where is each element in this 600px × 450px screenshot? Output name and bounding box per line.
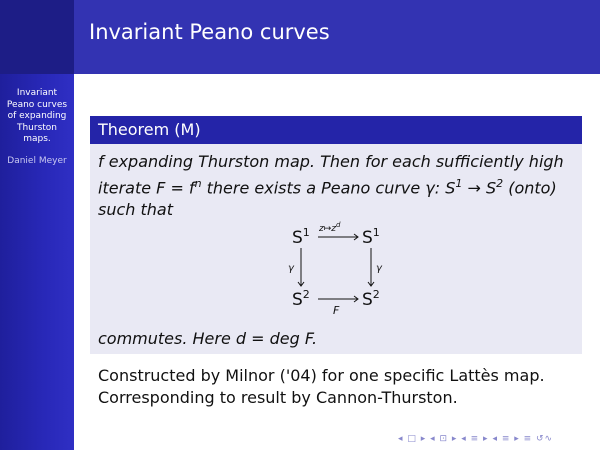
left-arrow-label: γ — [288, 263, 294, 274]
theorem-line-2 — [98, 173, 578, 199]
commutative-diagram — [270, 218, 400, 318]
sidebar-title-line: Invariant — [16, 88, 58, 98]
frame-title: Invariant Peano curves — [89, 20, 330, 44]
sidebar-title-line: maps. — [23, 134, 51, 144]
theorem-superscript: 2 — [496, 177, 504, 190]
sidebar-title-line: of expanding — [7, 111, 67, 121]
sidebar-author[interactable]: Daniel Meyer — [7, 156, 67, 166]
right-arrow-label: γ — [376, 263, 382, 274]
diagram-bottom-left: $S^2$ — [292, 288, 310, 310]
theorem-text: → S — [462, 178, 497, 198]
diagram-top-left: $S^1$ — [292, 226, 310, 248]
body-line-1: Constructed by Milnor ('04) for one specific Lattès map. — [98, 366, 545, 385]
sidebar-title-line: Thurston — [16, 122, 58, 133]
body-text — [98, 365, 545, 409]
theorem-statement — [98, 151, 578, 221]
theorem-superscript: n — [194, 177, 202, 190]
sidebar — [0, 0, 74, 450]
theorem-heading: Theorem (M) — [90, 116, 582, 144]
diagram-bottom-right: $S^2$ — [362, 288, 380, 310]
theorem-text: (onto) — [503, 178, 557, 198]
theorem-commutes: commutes. Here d = deg F. — [98, 329, 318, 348]
bottom-arrow-label: F — [333, 304, 340, 317]
body-line-2: Corresponding to result by Cannon-Thurston. — [98, 388, 458, 407]
theorem-text: iterate F = f — [98, 178, 195, 198]
sidebar-header-block — [0, 0, 74, 74]
theorem-line-3: such that — [98, 200, 173, 220]
theorem-line-1: f expanding Thurston map. Then for each sufficiently high — [98, 152, 564, 171]
sidebar-title-line: Peano curves — [6, 99, 68, 110]
diagram-top-right: $S^1$ — [362, 226, 380, 248]
theorem-text: there exists a Peano curve γ: S — [201, 178, 456, 198]
sidebar-talk-title[interactable] — [0, 88, 74, 146]
theorem-superscript: 1 — [455, 177, 463, 190]
beamer-navigation-bar[interactable]: ◂ □ ▸ ◂ ⊡ ▸ ◂ ≡ ▸ ◂ ≡ ▸ ≡ ↺∿ — [398, 434, 554, 444]
top-arrow-label: $z↦z^d$ — [319, 221, 341, 234]
